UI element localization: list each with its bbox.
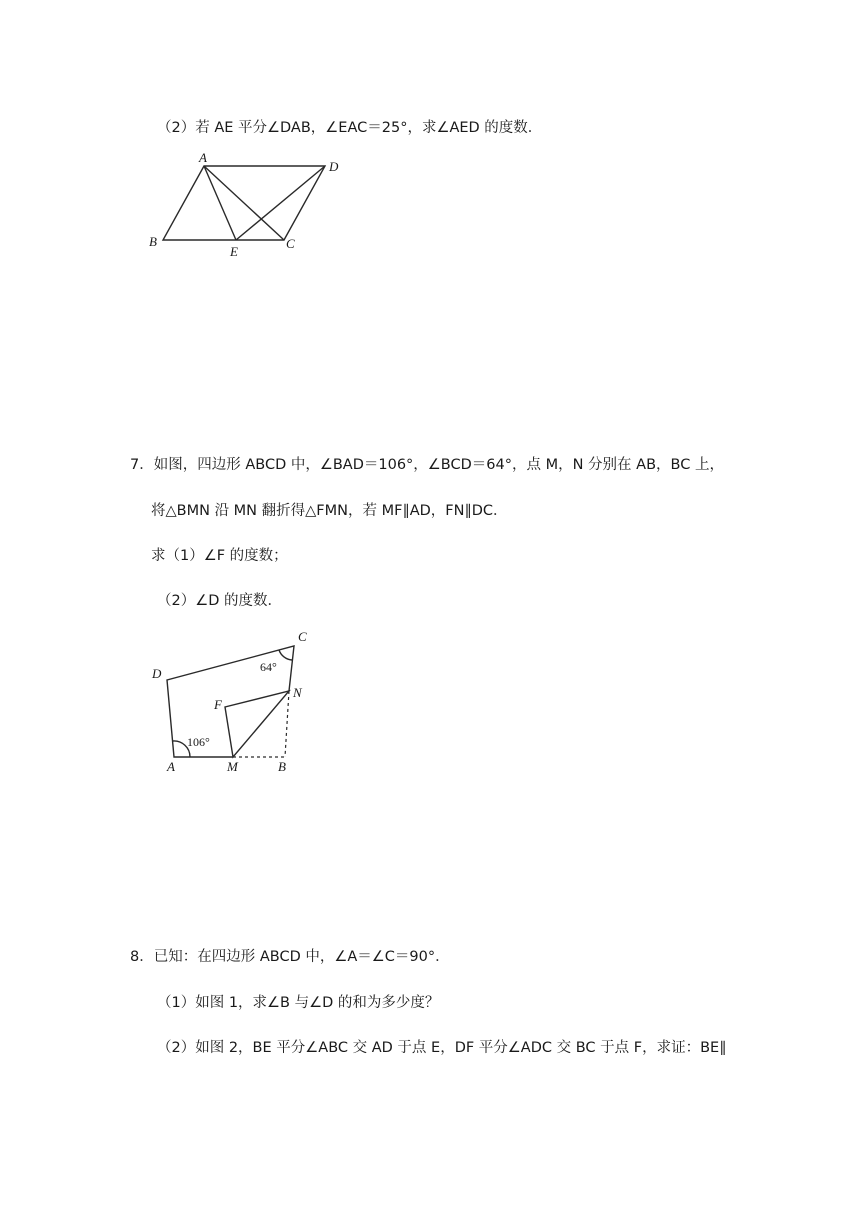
q7-label-C: C — [298, 629, 307, 644]
q7-label-M: M — [227, 759, 238, 774]
q7-angle-arc-C — [279, 650, 292, 660]
q7-label-B: B — [278, 759, 286, 774]
q7-line1: 7．如图，四边形 ABCD 中，∠BAD＝106°，∠BCD＝64°，点 M，N 分别在 AB，BC 上， — [130, 457, 724, 473]
q6-label-C: C — [286, 236, 295, 251]
q6-label-B: B — [149, 234, 157, 249]
q7-label-D: D — [152, 666, 162, 681]
q6-label-D: D — [329, 159, 339, 174]
q7-label-F: F — [214, 697, 222, 712]
q7-triangle-FMN — [225, 691, 289, 757]
q7-label-A: A — [167, 759, 175, 774]
q7-dashed-NB — [285, 691, 289, 757]
q7-label-N: N — [293, 685, 302, 700]
q7-line3: 求（1）∠F 的度数； — [151, 548, 288, 564]
q6-part2-text: （2）若 AE 平分∠DAB，∠EAC＝25°，求∠AED 的度数． — [157, 120, 543, 136]
q8-line2: （1）如图 1，求∠B 与∠D 的和为多少度？ — [157, 995, 440, 1011]
q7-line4: （2）∠D 的度数． — [157, 593, 282, 609]
q8-line3: （2）如图 2，BE 平分∠ABC 交 AD 于点 E，DF 平分∠ADC 交 BC 于点 F，求证：BE∥ — [157, 1040, 727, 1056]
q8-line1: 8．已知：在四边形 ABCD 中，∠A＝∠C＝90°． — [130, 949, 450, 965]
q7-angle-label-106: 106° — [187, 735, 210, 749]
q7-line2: 将△BMN 沿 MN 翻折得△FMN，若 MF∥AD，FN∥DC． — [151, 503, 508, 519]
q6-label-E: E — [230, 244, 238, 259]
q6-label-A: A — [199, 150, 207, 165]
q7-angle-label-64: 64° — [260, 660, 277, 674]
